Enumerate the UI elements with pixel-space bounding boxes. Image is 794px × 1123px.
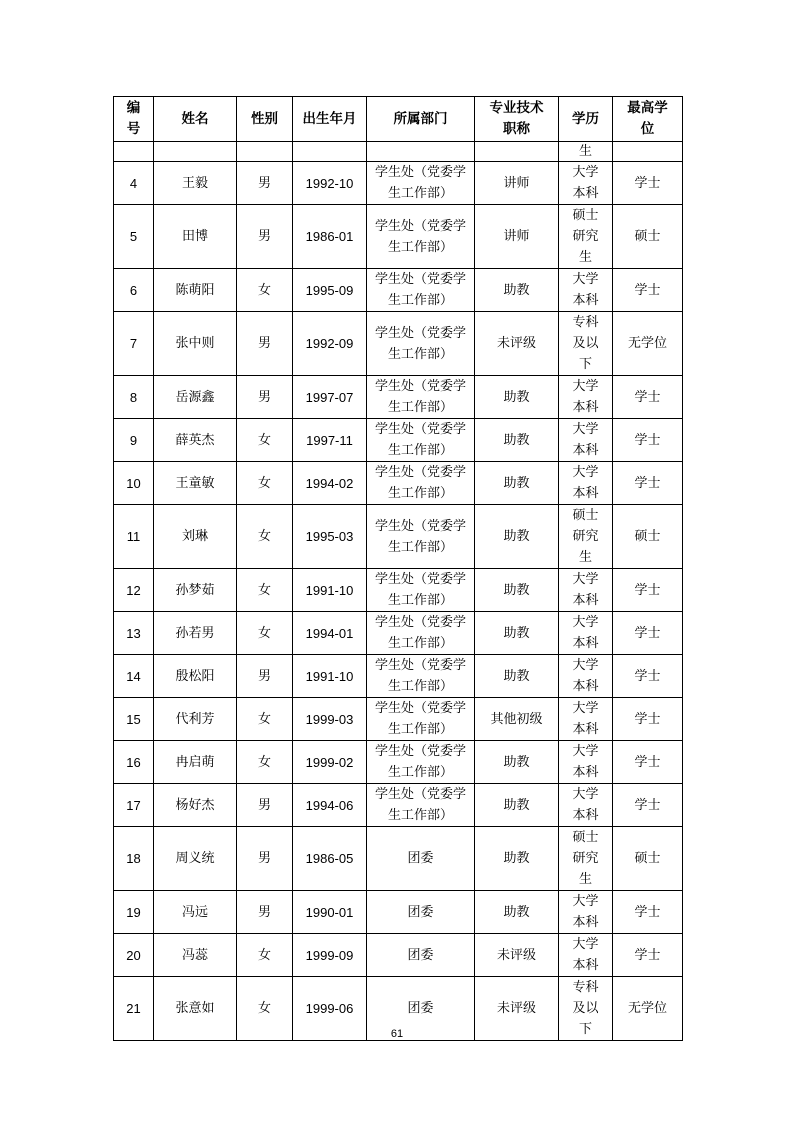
- cell-id: 20: [114, 934, 154, 977]
- table-row: [114, 162, 683, 205]
- cell-gender: 女: [237, 977, 293, 1041]
- cell-edu: 专科 及以 下: [559, 977, 613, 1041]
- cell-title: 助教: [475, 612, 559, 655]
- cell-dept: 学生处（党委学 生工作部）: [367, 569, 475, 612]
- cell-gender: 女: [237, 612, 293, 655]
- cell-title: 讲师: [475, 205, 559, 269]
- cell-id: 13: [114, 612, 154, 655]
- staff-table: [113, 96, 683, 1041]
- cell-title: [475, 142, 559, 162]
- cell-dept: 学生处（党委学 生工作部）: [367, 419, 475, 462]
- cell-title: 助教: [475, 655, 559, 698]
- cell-gender: 女: [237, 505, 293, 569]
- cell-degree: 学士: [613, 655, 683, 698]
- cell-dept: 团委: [367, 934, 475, 977]
- cell-name: 薛英杰: [154, 419, 237, 462]
- table-header-row: [114, 97, 683, 142]
- cell-degree: 硕士: [613, 505, 683, 569]
- cell-birth: 1991-10: [293, 569, 367, 612]
- cell-birth: 1994-02: [293, 462, 367, 505]
- table-row: [114, 569, 683, 612]
- cell-id: 17: [114, 784, 154, 827]
- cell-birth: 1992-09: [293, 312, 367, 376]
- header-birth: 出生年月: [293, 97, 367, 142]
- table-row: [114, 655, 683, 698]
- cell-name: 张中则: [154, 312, 237, 376]
- cell-gender: 女: [237, 269, 293, 312]
- cell-edu: 大学 本科: [559, 269, 613, 312]
- cell-birth: 1999-06: [293, 977, 367, 1041]
- cell-id: 8: [114, 376, 154, 419]
- header-gender: 性别: [237, 97, 293, 142]
- cell-gender: 男: [237, 784, 293, 827]
- cell-degree: 硕士: [613, 205, 683, 269]
- table-row: [114, 376, 683, 419]
- cell-gender: 女: [237, 462, 293, 505]
- cell-birth: 1995-09: [293, 269, 367, 312]
- cell-edu: 大学 本科: [559, 162, 613, 205]
- cell-edu: 大学 本科: [559, 612, 613, 655]
- cell-edu: 大学 本科: [559, 569, 613, 612]
- cell-dept: 学生处（党委学 生工作部）: [367, 505, 475, 569]
- table-row: [114, 698, 683, 741]
- table-row: [114, 934, 683, 977]
- cell-id: 18: [114, 827, 154, 891]
- table-row: [114, 612, 683, 655]
- cell-gender: 男: [237, 655, 293, 698]
- continuation-row: [114, 142, 683, 162]
- cell-birth: 1992-10: [293, 162, 367, 205]
- cell-edu: 硕士 研究 生: [559, 205, 613, 269]
- header-name: 姓名: [154, 97, 237, 142]
- table-row: [114, 784, 683, 827]
- cell-degree: 学士: [613, 891, 683, 934]
- cell-edu: 生: [559, 142, 613, 162]
- cell-birth: 1997-11: [293, 419, 367, 462]
- cell-degree: 学士: [613, 741, 683, 784]
- cell-name: 周义统: [154, 827, 237, 891]
- table-row: [114, 505, 683, 569]
- cell-title: 讲师: [475, 162, 559, 205]
- cell-degree: 学士: [613, 612, 683, 655]
- cell-gender: [237, 142, 293, 162]
- cell-id: 11: [114, 505, 154, 569]
- cell-edu: 大学 本科: [559, 462, 613, 505]
- cell-id: 4: [114, 162, 154, 205]
- cell-title: 未评级: [475, 312, 559, 376]
- cell-id: 16: [114, 741, 154, 784]
- cell-birth: 1995-03: [293, 505, 367, 569]
- cell-gender: 男: [237, 376, 293, 419]
- cell-dept: 学生处（党委学 生工作部）: [367, 162, 475, 205]
- cell-birth: 1991-10: [293, 655, 367, 698]
- cell-degree: 学士: [613, 698, 683, 741]
- cell-degree: 硕士: [613, 827, 683, 891]
- cell-degree: 学士: [613, 376, 683, 419]
- cell-dept: 学生处（党委学 生工作部）: [367, 205, 475, 269]
- cell-name: 岳源鑫: [154, 376, 237, 419]
- cell-gender: 男: [237, 827, 293, 891]
- cell-title: 其他初级: [475, 698, 559, 741]
- cell-edu: 大学 本科: [559, 419, 613, 462]
- cell-title: 助教: [475, 569, 559, 612]
- cell-gender: 女: [237, 698, 293, 741]
- cell-title: 助教: [475, 891, 559, 934]
- page-number: 61: [390, 1028, 404, 1040]
- cell-name: 田博: [154, 205, 237, 269]
- cell-title: 助教: [475, 827, 559, 891]
- cell-gender: 女: [237, 741, 293, 784]
- cell-title: 助教: [475, 505, 559, 569]
- cell-gender: 男: [237, 205, 293, 269]
- cell-title: 助教: [475, 462, 559, 505]
- cell-id: 7: [114, 312, 154, 376]
- cell-edu: 大学 本科: [559, 655, 613, 698]
- table-body: [114, 142, 683, 1041]
- cell-dept: 学生处（党委学 生工作部）: [367, 312, 475, 376]
- header-dept: 所属部门: [367, 97, 475, 142]
- cell-edu: 硕士 研究 生: [559, 505, 613, 569]
- cell-birth: 1997-07: [293, 376, 367, 419]
- cell-name: 冯远: [154, 891, 237, 934]
- cell-title: 助教: [475, 269, 559, 312]
- cell-degree: 学士: [613, 934, 683, 977]
- cell-title: 未评级: [475, 934, 559, 977]
- cell-name: 杨好杰: [154, 784, 237, 827]
- header-id: 编 号: [114, 97, 154, 142]
- table-row: [114, 269, 683, 312]
- cell-dept: 学生处（党委学 生工作部）: [367, 784, 475, 827]
- cell-title: 助教: [475, 741, 559, 784]
- cell-dept: [367, 142, 475, 162]
- header-title: 专业技术 职称: [475, 97, 559, 142]
- cell-dept: 团委: [367, 891, 475, 934]
- cell-edu: 专科 及以 下: [559, 312, 613, 376]
- cell-edu: 硕士 研究 生: [559, 827, 613, 891]
- cell-name: 冉启萌: [154, 741, 237, 784]
- table-row: [114, 419, 683, 462]
- cell-name: 孙若男: [154, 612, 237, 655]
- cell-dept: 学生处（党委学 生工作部）: [367, 741, 475, 784]
- cell-degree: 学士: [613, 784, 683, 827]
- cell-id: 19: [114, 891, 154, 934]
- cell-id: [114, 142, 154, 162]
- cell-degree: 学士: [613, 462, 683, 505]
- cell-degree: 学士: [613, 162, 683, 205]
- cell-edu: 大学 本科: [559, 698, 613, 741]
- cell-name: 刘琳: [154, 505, 237, 569]
- cell-id: 10: [114, 462, 154, 505]
- cell-gender: 男: [237, 312, 293, 376]
- cell-name: 冯蕊: [154, 934, 237, 977]
- cell-edu: 大学 本科: [559, 741, 613, 784]
- table-row: [114, 205, 683, 269]
- table-row: [114, 312, 683, 376]
- cell-birth: 1999-02: [293, 741, 367, 784]
- cell-edu: 大学 本科: [559, 784, 613, 827]
- cell-degree: 学士: [613, 419, 683, 462]
- cell-gender: 女: [237, 419, 293, 462]
- cell-dept: 团委: [367, 977, 475, 1041]
- table-row: [114, 462, 683, 505]
- cell-edu: 大学 本科: [559, 934, 613, 977]
- cell-dept: 团委: [367, 827, 475, 891]
- cell-birth: 1994-06: [293, 784, 367, 827]
- cell-name: 王毅: [154, 162, 237, 205]
- cell-degree: 无学位: [613, 312, 683, 376]
- cell-name: 殷松阳: [154, 655, 237, 698]
- cell-dept: 学生处（党委学 生工作部）: [367, 612, 475, 655]
- cell-dept: 学生处（党委学 生工作部）: [367, 698, 475, 741]
- cell-name: [154, 142, 237, 162]
- cell-name: 陈萌阳: [154, 269, 237, 312]
- cell-id: 15: [114, 698, 154, 741]
- cell-name: 张意如: [154, 977, 237, 1041]
- cell-edu: 大学 本科: [559, 891, 613, 934]
- cell-name: 孙梦茹: [154, 569, 237, 612]
- cell-birth: 1990-01: [293, 891, 367, 934]
- cell-id: 6: [114, 269, 154, 312]
- table-row: [114, 891, 683, 934]
- cell-id: 12: [114, 569, 154, 612]
- cell-birth: [293, 142, 367, 162]
- cell-dept: 学生处（党委学 生工作部）: [367, 376, 475, 419]
- cell-dept: 学生处（党委学 生工作部）: [367, 462, 475, 505]
- cell-id: 5: [114, 205, 154, 269]
- header-degree: 最高学 位: [613, 97, 683, 142]
- cell-gender: 女: [237, 569, 293, 612]
- cell-birth: 1986-01: [293, 205, 367, 269]
- table-row: [114, 827, 683, 891]
- cell-id: 21: [114, 977, 154, 1041]
- cell-title: 未评级: [475, 977, 559, 1041]
- cell-gender: 男: [237, 891, 293, 934]
- cell-gender: 女: [237, 934, 293, 977]
- cell-id: 14: [114, 655, 154, 698]
- cell-name: 代利芳: [154, 698, 237, 741]
- cell-dept: 学生处（党委学 生工作部）: [367, 269, 475, 312]
- cell-degree: 学士: [613, 269, 683, 312]
- cell-gender: 男: [237, 162, 293, 205]
- cell-birth: 1986-05: [293, 827, 367, 891]
- cell-edu: 大学 本科: [559, 376, 613, 419]
- header-edu: 学历: [559, 97, 613, 142]
- cell-degree: 学士: [613, 569, 683, 612]
- cell-birth: 1994-01: [293, 612, 367, 655]
- cell-id: 9: [114, 419, 154, 462]
- table-row: [114, 741, 683, 784]
- cell-birth: 1999-03: [293, 698, 367, 741]
- cell-title: 助教: [475, 419, 559, 462]
- cell-degree: [613, 142, 683, 162]
- cell-title: 助教: [475, 784, 559, 827]
- cell-degree: 无学位: [613, 977, 683, 1041]
- cell-title: 助教: [475, 376, 559, 419]
- cell-birth: 1999-09: [293, 934, 367, 977]
- cell-dept: 学生处（党委学 生工作部）: [367, 655, 475, 698]
- cell-name: 王童敏: [154, 462, 237, 505]
